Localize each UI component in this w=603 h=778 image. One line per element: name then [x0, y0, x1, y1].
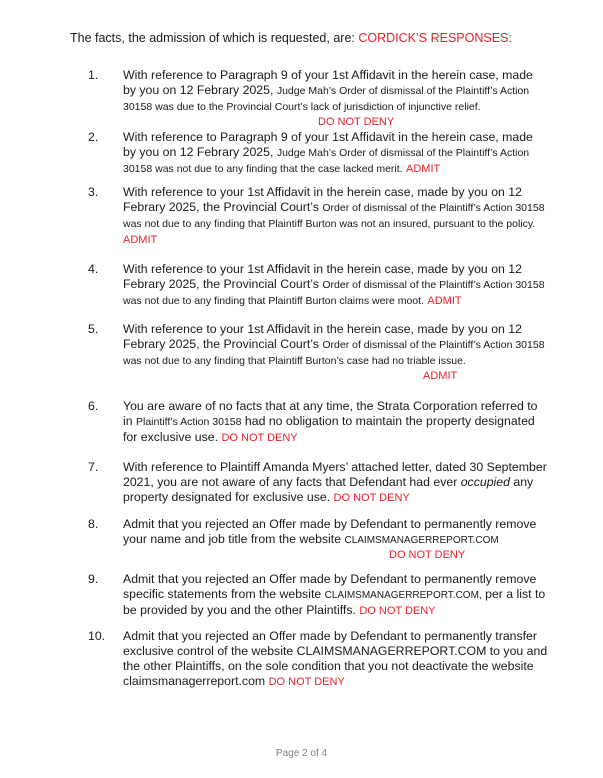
response-label: ADMIT: [406, 163, 441, 175]
response-label: DO NOT DENY: [268, 676, 345, 688]
item-text: Order of dismissal of the Plaintiff’s Action 30158 was not due to any finding that Plaintiff Burton claims were moot.: [123, 279, 545, 307]
response-label: DO NOT DENY: [333, 492, 410, 504]
page-number: 2: [302, 748, 308, 759]
item-number: 6.: [88, 399, 99, 413]
item-text: With reference to Paragraph 9 of your 1st Affidavit in the herein case, made by you on 12 Febrary 2025,: [123, 68, 533, 97]
item-text: Admit that you rejected an Offer made by Defendant to permanently transfer exclusive control of the website CLAIMSMANAGERREPORT.COM to you and the other Plaintiffs, on the sole condition that you not deactivate the website claimsmanagerreport.com: [123, 629, 548, 688]
responses-heading: CORDICK’S RESPONSES:: [358, 31, 512, 45]
item-text: Admit that you rejected an Offer made by Defendant to permanently remove specific statements from the website: [123, 572, 537, 601]
item-number: 8.: [88, 517, 99, 531]
item-text: With reference to Paragraph 9 of your 1st Affidavit in the herein case, made by you on 12 Febrary 2025,: [123, 130, 533, 159]
website-name: CLAIMSMANAGERREPORT.COM: [344, 535, 499, 546]
list-item: [88, 130, 548, 177]
of-label: of: [310, 748, 319, 759]
page-footer: [0, 748, 603, 759]
list-item: [88, 517, 548, 563]
item-text: With reference to your 1st Affidavit in the herein case, made by you on 12 Febrary 2025, the Provincial Court’s: [123, 262, 522, 291]
item-text: Order of dismissal of the Plaintiff’s Action 30158 was not due to any finding that Plaintiff Burton was not an insured, pursuant to the policy.: [123, 202, 545, 230]
item-number: 2.: [88, 130, 99, 144]
response-label: ADMIT: [123, 234, 158, 246]
item-text: Judge Mah’s Order of dismissal of the Plaintiff’s Action 30158 was due to the Provincial Court’s lack of jurisdiction of injunctive relief.: [123, 85, 530, 113]
item-number: 5.: [88, 322, 99, 336]
intro-text: The facts, the admission of which is requested, are:: [70, 31, 355, 45]
item-emphasis: occupied: [460, 475, 510, 489]
item-number: 4.: [88, 262, 99, 276]
item-text: any property designated for exclusive use.: [123, 475, 534, 504]
list-item: [88, 322, 548, 384]
item-number: 10.: [88, 629, 106, 643]
item-text: per a list to be provided by you and the other Plaintiffs.: [123, 587, 546, 617]
website-name: CLAIMSMANAGERREPORT.COM,: [324, 590, 482, 601]
list-item: [88, 185, 548, 248]
list-item: [88, 572, 548, 619]
item-text: Judge Mah’s Order of dismissal of the Plaintiff’s Action 30158 was not due to any finding that the case lacked merit.: [123, 147, 530, 175]
response-label: DO NOT DENY: [221, 432, 298, 444]
item-text: Plaintiff’s Action 30158: [136, 416, 242, 428]
list-item: [88, 68, 548, 130]
list-item: [88, 262, 548, 309]
list-item: [88, 629, 548, 690]
item-text: With reference to your 1st Affidavit in the herein case, made by you on 12 Febrary 2025, the Provincial Court’s: [123, 185, 522, 214]
item-number: 7.: [88, 460, 99, 474]
item-number: 3.: [88, 185, 99, 199]
item-text: Admit that you rejected an Offer made by Defendant to permanently remove your name and job title from the website: [123, 517, 537, 546]
item-number: 9.: [88, 572, 99, 586]
page-total: 4: [321, 748, 328, 759]
item-number: 1.: [88, 68, 99, 82]
response-label: DO NOT DENY: [318, 116, 395, 128]
response-label: DO NOT DENY: [359, 605, 436, 617]
item-text: With reference to your 1st Affidavit in the herein case, made by you on 12 Febrary 2025, the Provincial Court’s: [123, 322, 522, 351]
response-label: DO NOT DENY: [389, 549, 466, 561]
item-text: With reference to Plaintiff Amanda Myers’ attached letter, dated 30 September 2021, you are not aware of any facts that Defendant had ever: [123, 460, 547, 489]
list-item: [88, 399, 548, 446]
response-label: ADMIT: [423, 370, 458, 382]
item-text: Order of dismissal of the Plaintiff’s Action 30158 was not due to any finding that Plaintiff Burton’s case had no triable issue.: [123, 339, 545, 367]
response-label: ADMIT: [427, 295, 462, 307]
intro-line: [70, 31, 512, 45]
page-label: Page: [275, 748, 300, 759]
list-item: [88, 460, 548, 506]
item-text: had no obligation to maintain the property designated for exclusive use.: [123, 414, 535, 444]
item-text: You are aware of no facts that at any time, the Strata Corporation referred to in: [123, 399, 538, 428]
